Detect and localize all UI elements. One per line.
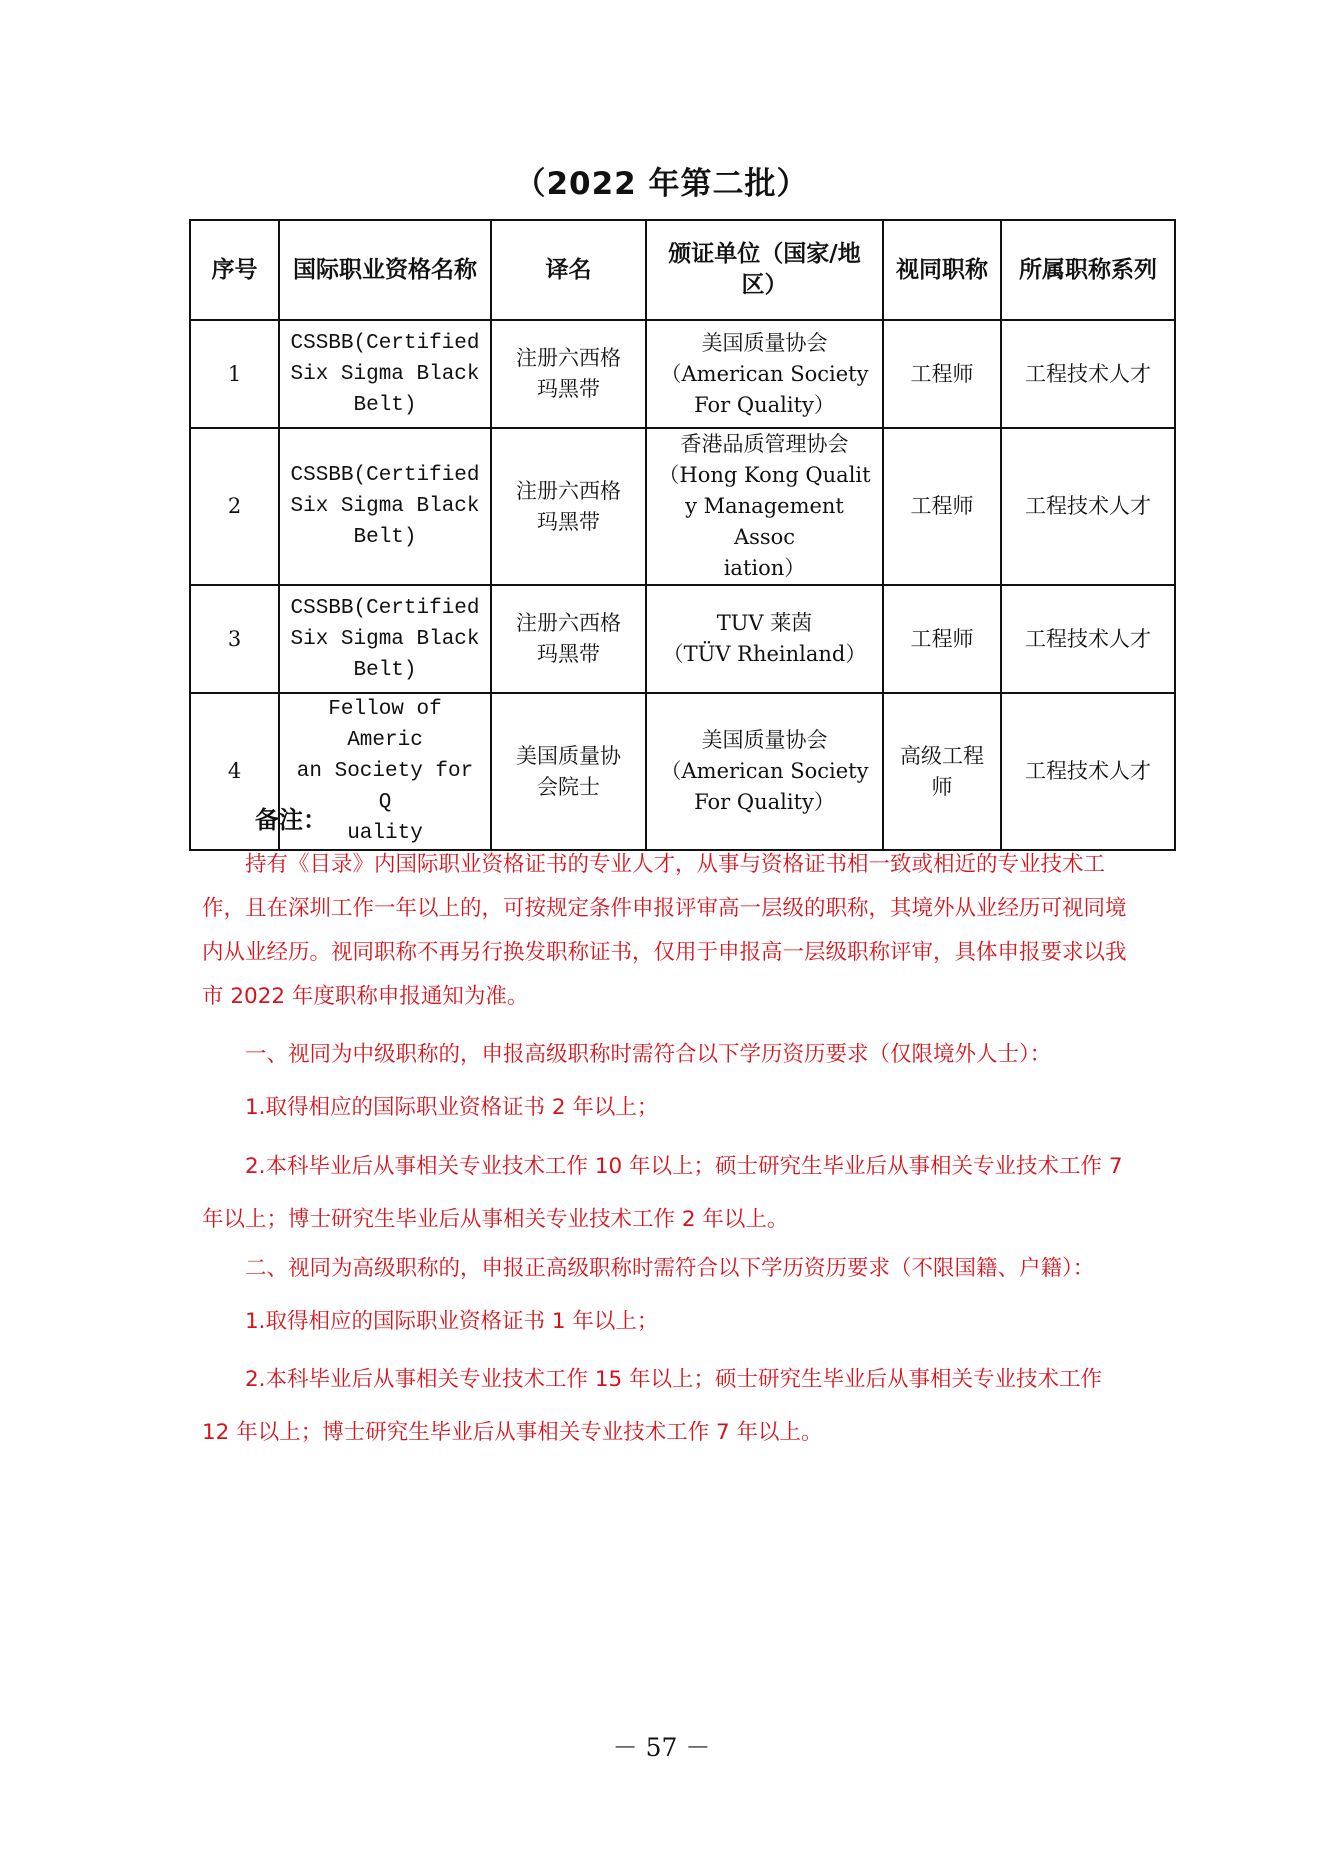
header-issuer: 颁证单位（国家/地区） xyxy=(646,220,883,320)
header-title-series: 所属职称系列 xyxy=(1001,220,1175,320)
cell-issuer: 香港品质管理协会 （Hong Kong Qualit y Management Assoc iation） xyxy=(646,428,883,585)
table-header-row xyxy=(190,220,1175,320)
cell-equivalent-title: 高级工程 师 xyxy=(883,693,1001,850)
table-row xyxy=(190,693,1175,850)
cell-equivalent-title: 工程师 xyxy=(883,320,1001,428)
cell-qualification-name: Fellow of Americ an Society for Q uality xyxy=(279,693,491,850)
cell-no: 1 xyxy=(190,320,279,428)
section-one-item-1: 1.取得相应的国际职业资格证书 2 年以上； xyxy=(245,1095,659,1120)
cell-translated-name: 注册六西格 玛黑带 xyxy=(491,585,646,693)
table-row xyxy=(190,428,1175,585)
section-two-heading: 二、视同为高级职称的，申报正高级职称时需符合以下学历资历要求（不限国籍、户籍）： xyxy=(245,1256,1095,1281)
cell-equivalent-title: 工程师 xyxy=(883,585,1001,693)
table-row xyxy=(190,320,1175,428)
cell-issuer: 美国质量协会 （American Society For Quality） xyxy=(646,693,883,850)
cell-no: 3 xyxy=(190,585,279,693)
section-two-item-2: 2.本科毕业后从事相关专业技术工作 15 年以上；硕士研究生毕业后从事相关专业技术工作 12 年以上；博士研究生毕业后从事相关专业技术工作 7 年以上。 xyxy=(202,1367,1103,1445)
header-translated-name: 译名 xyxy=(491,220,646,320)
cell-translated-name: 注册六西格 玛黑带 xyxy=(491,428,646,585)
header-qualification-name: 国际职业资格名称 xyxy=(279,220,491,320)
section-one-item-2: 2.本科毕业后从事相关专业技术工作 10 年以上；硕士研究生毕业后从事相关专业技术工作 7 年以上；博士研究生毕业后从事相关专业技术工作 2 年以上。 xyxy=(202,1154,1123,1232)
cell-no: 2 xyxy=(190,428,279,585)
qualification-table xyxy=(189,219,1176,851)
header-equivalent-title: 视同职称 xyxy=(883,220,1001,320)
page-number: － 57 － xyxy=(612,1733,711,1762)
cell-qualification-name: CSSBB(Certified Six Sigma Black Belt) xyxy=(279,585,491,693)
cell-title-series: 工程技术人才 xyxy=(1001,428,1175,585)
cell-qualification-name: CSSBB(Certified Six Sigma Black Belt) xyxy=(279,428,491,585)
cell-translated-name: 注册六西格 玛黑带 xyxy=(491,320,646,428)
cell-issuer: TUV 莱茵 （TÜV Rheinland） xyxy=(646,585,883,693)
cell-no: 4 xyxy=(190,693,279,850)
page-title: （2022 年第二批） xyxy=(514,166,809,202)
cell-issuer: 美国质量协会 （American Society For Quality） xyxy=(646,320,883,428)
remarks-heading: 备注： xyxy=(255,806,327,834)
cell-title-series: 工程技术人才 xyxy=(1001,585,1175,693)
table-row xyxy=(190,585,1175,693)
section-one-heading: 一、视同为中级职称的，申报高级职称时需符合以下学历资历要求（仅限境外人士）： xyxy=(245,1042,1052,1067)
section-two-item-1: 1.取得相应的国际职业资格证书 1 年以上； xyxy=(245,1309,659,1334)
cell-title-series: 工程技术人才 xyxy=(1001,320,1175,428)
header-no: 序号 xyxy=(190,220,279,320)
cell-equivalent-title: 工程师 xyxy=(883,428,1001,585)
remarks-intro: 持有《目录》内国际职业资格证书的专业人才，从事与资格证书相一致或相近的专业技术工作，且在深圳工作一年以上的，可按规定条件申报评审高一层级的职称，其境外从业经历可视同境内从业经历。视同职称不再另行换发职称证书，仅用于申报高一层级职称评审，具体申报要求以我市 2022 年度职称申报通知为准。 xyxy=(202,852,1127,1009)
cell-translated-name: 美国质量协 会院士 xyxy=(491,693,646,850)
cell-title-series: 工程技术人才 xyxy=(1001,693,1175,850)
cell-qualification-name: CSSBB(Certified Six Sigma Black Belt) xyxy=(279,320,491,428)
